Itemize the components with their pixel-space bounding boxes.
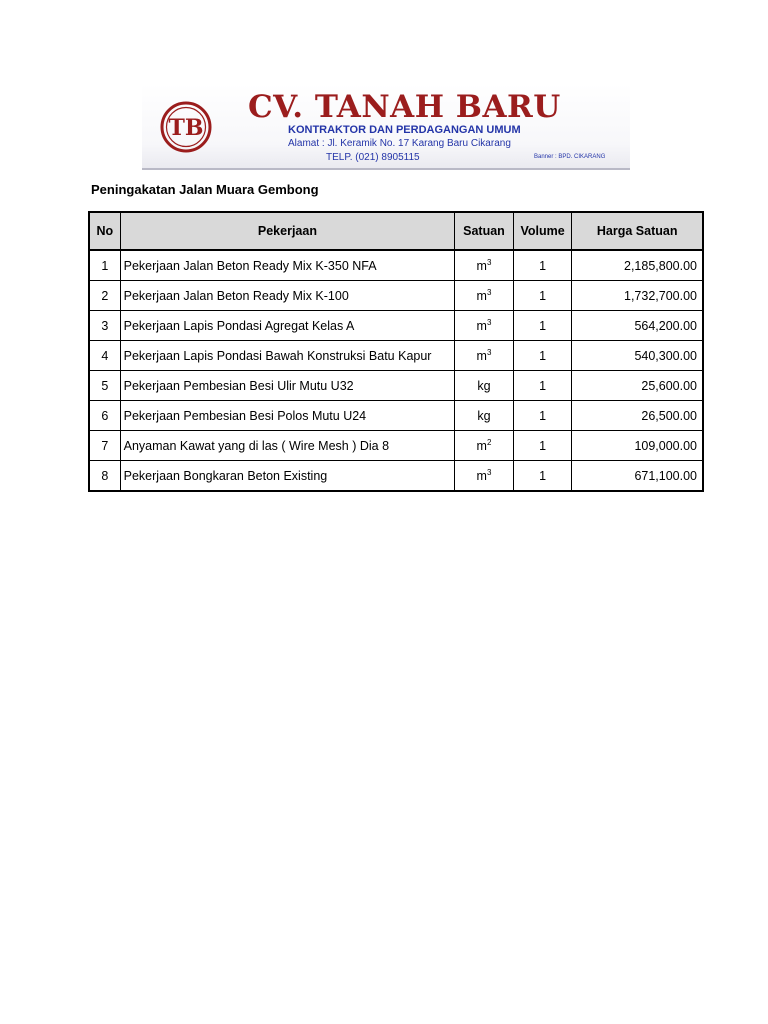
- unit-exponent: 3: [486, 287, 492, 297]
- header-volume: Volume: [513, 212, 572, 250]
- table-row: [89, 461, 703, 492]
- cell-volume: 1: [513, 281, 572, 311]
- cell-no: 5: [89, 371, 120, 401]
- cell-harga: 2,185,800.00: [572, 250, 703, 281]
- cell-volume: 1: [513, 461, 572, 492]
- cell-harga: 671,100.00: [572, 461, 703, 492]
- header-pekerjaan: Pekerjaan: [120, 212, 455, 250]
- unit-text: m: [476, 318, 487, 333]
- table-row: [89, 371, 703, 401]
- unit-text: m: [476, 438, 487, 453]
- unit-exponent: 3: [486, 317, 492, 327]
- cell-volume: 1: [513, 401, 572, 431]
- cell-pekerjaan: Pekerjaan Jalan Beton Ready Mix K-100: [120, 281, 455, 311]
- cell-harga: 26,500.00: [572, 401, 703, 431]
- unit-text: m: [476, 348, 487, 363]
- letterhead: [142, 84, 630, 170]
- cell-satuan: [455, 311, 514, 341]
- cell-satuan: [455, 401, 514, 431]
- cell-satuan: [455, 281, 514, 311]
- cell-no: 3: [89, 311, 120, 341]
- cell-satuan: [455, 371, 514, 401]
- cell-no: 7: [89, 431, 120, 461]
- header-no: No: [89, 212, 120, 250]
- unit-text: m: [476, 288, 487, 303]
- cell-pekerjaan: Pekerjaan Lapis Pondasi Bawah Konstruksi Batu Kapur: [120, 341, 455, 371]
- cell-volume: 1: [513, 250, 572, 281]
- table-header-row: [89, 212, 703, 250]
- cell-volume: 1: [513, 431, 572, 461]
- table-row: [89, 250, 703, 281]
- table-row: [89, 341, 703, 371]
- cell-no: 6: [89, 401, 120, 431]
- cell-pekerjaan: Pekerjaan Pembesian Besi Polos Mutu U24: [120, 401, 455, 431]
- cell-no: 8: [89, 461, 120, 492]
- unit-exponent: 3: [486, 467, 492, 477]
- document-title: Peningakatan Jalan Muara Gembong: [91, 182, 319, 197]
- header-harga-satuan: Harga Satuan: [572, 212, 703, 250]
- company-subtitle: KONTRAKTOR DAN PERDAGANGAN UMUM: [288, 124, 521, 136]
- cell-satuan: [455, 431, 514, 461]
- cell-no: 2: [89, 281, 120, 311]
- price-table: [88, 211, 704, 492]
- cell-harga: 1,732,700.00: [572, 281, 703, 311]
- letterhead-divider: [142, 168, 630, 170]
- header-satuan: Satuan: [455, 212, 514, 250]
- cell-satuan: [455, 250, 514, 281]
- cell-harga: 564,200.00: [572, 311, 703, 341]
- cell-satuan: [455, 461, 514, 492]
- cell-pekerjaan: Pekerjaan Jalan Beton Ready Mix K-350 NFA: [120, 250, 455, 281]
- svg-text:TB: TB: [168, 115, 204, 141]
- cell-volume: 1: [513, 311, 572, 341]
- company-address: Alamat : Jl. Keramik No. 17 Karang Baru Cikarang: [288, 138, 511, 149]
- cell-harga: 109,000.00: [572, 431, 703, 461]
- unit-text: kg: [477, 408, 491, 423]
- unit-text: kg: [477, 378, 491, 393]
- cell-harga: 540,300.00: [572, 341, 703, 371]
- table-row: [89, 311, 703, 341]
- company-phone: TELP. (021) 8905115: [326, 152, 420, 163]
- company-banner-note: Banner : BPD. CIKARANG: [534, 154, 606, 160]
- unit-text: m: [476, 258, 487, 273]
- cell-satuan: [455, 341, 514, 371]
- cell-volume: 1: [513, 371, 572, 401]
- unit-exponent: 3: [486, 347, 492, 357]
- cell-pekerjaan: Anyaman Kawat yang di las ( Wire Mesh ) Dia 8: [120, 431, 455, 461]
- table-row: [89, 281, 703, 311]
- table-row: [89, 431, 703, 461]
- cell-volume: 1: [513, 341, 572, 371]
- table-row: [89, 401, 703, 431]
- cell-no: 4: [89, 341, 120, 371]
- unit-exponent: 2: [486, 437, 492, 447]
- company-name: CV. TANAH BARU: [248, 89, 561, 125]
- cell-pekerjaan: Pekerjaan Pembesian Besi Ulir Mutu U32: [120, 371, 455, 401]
- unit-text: m: [476, 468, 487, 483]
- company-logo: [160, 101, 212, 153]
- cell-no: 1: [89, 250, 120, 281]
- cell-pekerjaan: Pekerjaan Bongkaran Beton Existing: [120, 461, 455, 492]
- cell-pekerjaan: Pekerjaan Lapis Pondasi Agregat Kelas A: [120, 311, 455, 341]
- unit-exponent: 3: [486, 257, 492, 267]
- cell-harga: 25,600.00: [572, 371, 703, 401]
